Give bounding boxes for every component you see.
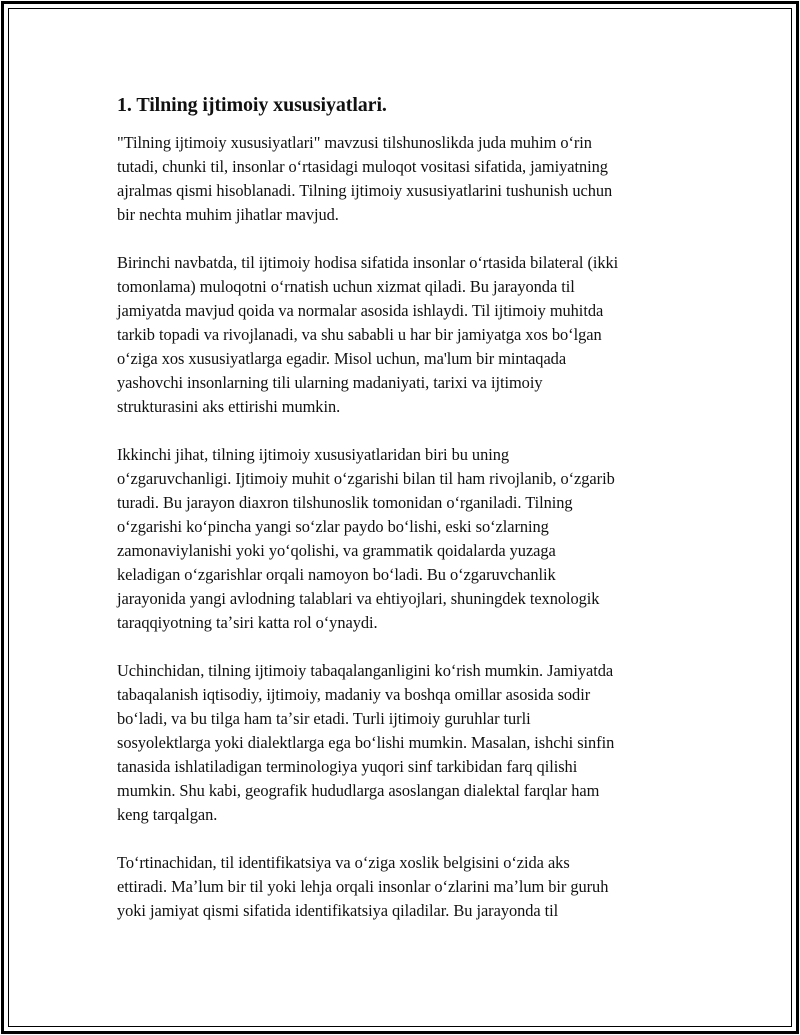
text-line: tutadi, chunki til, insonlar oʻrtasidagi muloqot vositasi sifatida, jamiyatning bbox=[117, 157, 608, 176]
text-line: bir nechta muhim jihatlar mavjud. bbox=[117, 205, 339, 224]
text-line: turadi. Bu jarayon diaxron tilshunoslik tomonidan oʻrganiladi. Tilning bbox=[117, 493, 573, 512]
text-line: tabaqalanish iqtisodiy, ijtimoiy, madaniy va boshqa omillar asosida sodir bbox=[117, 685, 591, 704]
text-line: oʻzgaruvchanligi. Ijtimoiy muhit oʻzgarishi bilan til ham rivojlanib, oʻzgarib bbox=[117, 469, 615, 488]
text-line: keladigan oʻzgarishlar orqali namoyon boʻladi. Bu oʻzgaruvchanlik bbox=[117, 565, 556, 584]
text-line: oʻzgarishi koʻpincha yangi soʻzlar paydo boʻlishi, eski soʻzlarning bbox=[117, 517, 549, 536]
text-line: "Tilning ijtimoiy xususiyatlari" mavzusi tilshunoslikda juda muhim oʻrin bbox=[117, 133, 592, 152]
text-line: boʻladi, va bu tilga ham taʼsir etadi. Turli ijtimoiy guruhlar turli bbox=[117, 709, 531, 728]
text-line: zamonaviylanishi yoki yoʻqolishi, va grammatik qoidalarda yuzaga bbox=[117, 541, 556, 560]
text-line: ajralmas qismi hisoblanadi. Tilning ijtimoiy xususiyatlarini tushunish uchun bbox=[117, 181, 613, 200]
paragraph-3 bbox=[117, 443, 717, 635]
paragraph-5 bbox=[117, 851, 717, 923]
text-line: Birinchi navbatda, til ijtimoiy hodisa sifatida insonlar oʻrtasida bilateral (ikki bbox=[117, 253, 619, 272]
text-line: ettiradi. Maʼlum bir til yoki lehja orqali insonlar oʻzlarini maʼlum bir guruh bbox=[117, 877, 609, 896]
paragraph-2 bbox=[117, 251, 717, 419]
text-line: mumkin. Shu kabi, geografik hududlarga asoslangan dialektal farqlar ham bbox=[117, 781, 600, 800]
paragraph-4 bbox=[117, 659, 717, 827]
document-body bbox=[117, 93, 717, 947]
text-line: Ikkinchi jihat, tilning ijtimoiy xususiyatlaridan biri bu uning bbox=[117, 445, 510, 464]
text-line: tanasida ishlatiladigan terminologiya yuqori sinf tarkibidan farq qilishi bbox=[117, 757, 578, 776]
paragraph-1 bbox=[117, 131, 717, 227]
text-line: oʻziga xos xususiyatlarga egadir. Misol uchun, ma'lum bir mintaqada bbox=[117, 349, 567, 368]
text-line: taraqqiyotning taʼsiri katta rol oʻynaydi. bbox=[117, 613, 378, 632]
text-line: sosyolektlarga yoki dialektlarga ega boʻlishi mumkin. Masalan, ishchi sinfin bbox=[117, 733, 615, 752]
text-line: jamiyatda mavjud qoida va normalar asosida ishlaydi. Til ijtimoiy muhitda bbox=[117, 301, 604, 320]
text-line: strukturasini aks ettirishi mumkin. bbox=[117, 397, 341, 416]
section-heading: 1. Tilning ijtimoiy xususiyatlari. bbox=[117, 94, 387, 116]
text-line: Uchinchidan, tilning ijtimoiy tabaqalanganligini koʻrish mumkin. Jamiyatda bbox=[117, 661, 614, 680]
text-line: tarkib topadi va rivojlanadi, va shu sababli u har bir jamiyatga xos boʻlgan bbox=[117, 325, 602, 344]
text-line: yoki jamiyat qismi sifatida identifikatsiya qiladilar. Bu jarayonda til bbox=[117, 901, 559, 920]
text-line: yashovchi insonlarning tili ularning madaniyati, tarixi va ijtimoiy bbox=[117, 373, 543, 392]
text-line: Toʻrtinachidan, til identifikatsiya va oʻziga xoslik belgisini oʻzida aks bbox=[117, 853, 570, 872]
text-line: keng tarqalgan. bbox=[117, 805, 218, 824]
text-line: jarayonida yangi avlodning talablari va ehtiyojlari, shuningdek texnologik bbox=[117, 589, 600, 608]
text-line: tomonlama) muloqotni oʻrnatish uchun xizmat qiladi. Bu jarayonda til bbox=[117, 277, 575, 296]
